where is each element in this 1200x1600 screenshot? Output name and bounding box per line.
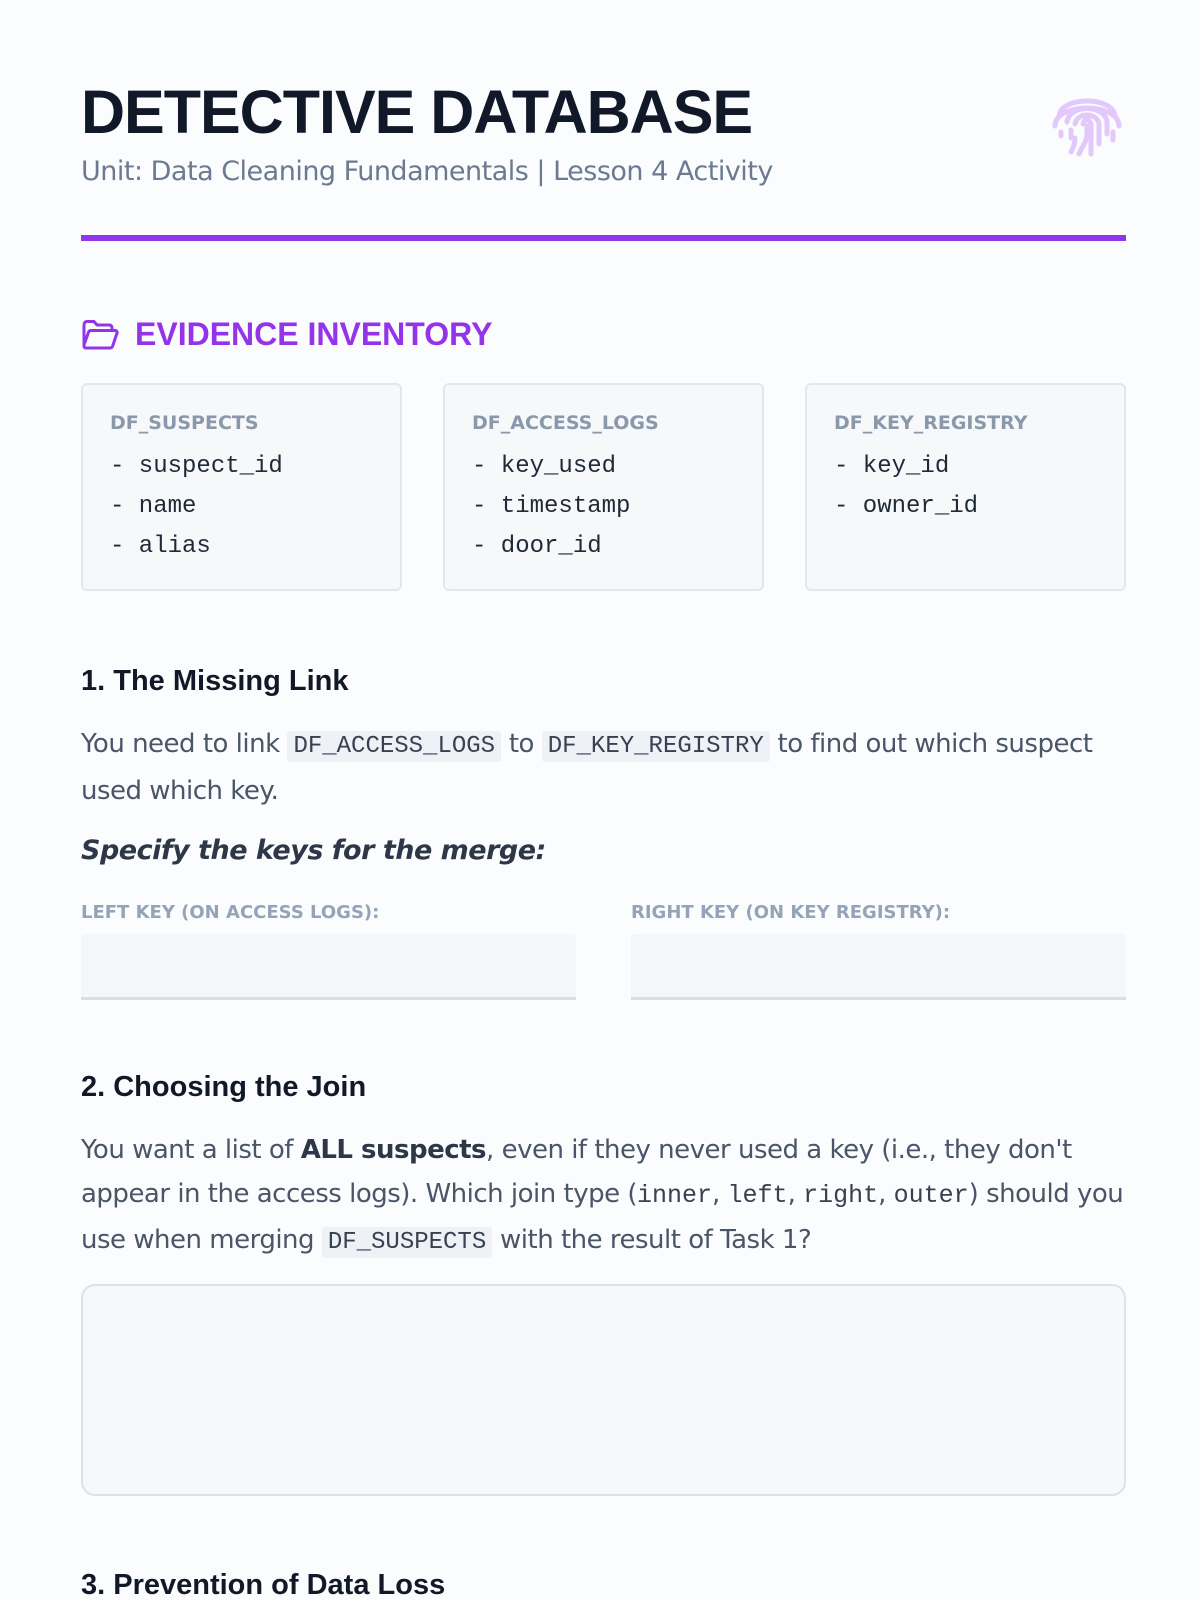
table-field: - key_used: [472, 453, 617, 480]
table-field: - door_id: [472, 533, 602, 560]
table-card-suspects: [81, 383, 402, 591]
page-subtitle: Unit: Data Cleaning Fundamentals | Lesson 4 Activity: [81, 156, 773, 187]
inventory-heading: [81, 312, 492, 356]
question-1-title: 1. The Missing Link: [81, 665, 349, 697]
header: [81, 0, 1126, 244]
separator: ,: [878, 1179, 894, 1209]
table-field: - alias: [110, 533, 211, 560]
code-suspects: DF_SUSPECTS: [322, 1227, 492, 1258]
inventory-cards: [81, 383, 1126, 593]
folder-open-icon: [81, 317, 119, 351]
table-card-key-registry: [805, 383, 1126, 591]
table-card-title: DF_SUSPECTS: [110, 412, 259, 434]
code-access-logs: DF_ACCESS_LOGS: [287, 731, 501, 762]
question-2-title: 2. Choosing the Join: [81, 1071, 367, 1103]
question-1-text: You need to link: [81, 729, 288, 759]
inventory-title: EVIDENCE INVENTORY: [135, 315, 493, 352]
question-2-text: with the result of Task 1?: [492, 1225, 812, 1255]
code-key-registry: DF_KEY_REGISTRY: [542, 731, 770, 762]
question-2-text: , even if they never used a key (i.e., they don't appear in the access logs). Which join type (: [81, 1135, 1072, 1209]
right-key-input[interactable]: [631, 934, 1126, 1000]
table-field: - key_id: [834, 453, 950, 480]
table-card-title: DF_KEY_REGISTRY: [834, 412, 1028, 434]
table-field: - timestamp: [472, 493, 631, 520]
worksheet-page: [81, 0, 1126, 1600]
table-card-access-logs: [443, 383, 764, 591]
join-option-inner: inner: [637, 1181, 713, 1210]
right-key-label: RIGHT KEY (ON KEY REGISTRY):: [631, 902, 951, 923]
question-2-body: [81, 1128, 1126, 1265]
join-answer-textarea[interactable]: [81, 1284, 1126, 1496]
question-1-body: [81, 722, 1126, 813]
separator: ,: [712, 1179, 728, 1209]
question-1-text: to: [501, 729, 542, 759]
left-key-input[interactable]: [81, 934, 576, 1000]
join-option-left: left: [727, 1181, 788, 1210]
question-2-emphasis: ALL suspects: [300, 1135, 487, 1165]
left-key-label: LEFT KEY (ON ACCESS LOGS):: [81, 902, 380, 923]
question-1-text: to find out which suspect used which key.: [81, 729, 1093, 806]
join-option-right: right: [803, 1181, 879, 1210]
question-2-text: You want a list of: [81, 1135, 301, 1165]
page-title: DETECTIVE DATABASE: [81, 78, 753, 146]
merge-keys-prompt: Specify the keys for the merge:: [81, 835, 546, 866]
fingerprint-icon: [1047, 82, 1127, 162]
table-card-title: DF_ACCESS_LOGS: [472, 412, 659, 434]
separator: ,: [787, 1179, 804, 1209]
join-option-outer: outer: [893, 1181, 969, 1210]
table-field: - owner_id: [834, 493, 979, 520]
table-field: - suspect_id: [110, 453, 283, 480]
header-divider: [81, 235, 1126, 241]
question-2-text: ) should you use when merging: [81, 1179, 1124, 1255]
table-field: - name: [110, 493, 197, 520]
question-3-title: 3. Prevention of Data Loss: [81, 1569, 446, 1600]
